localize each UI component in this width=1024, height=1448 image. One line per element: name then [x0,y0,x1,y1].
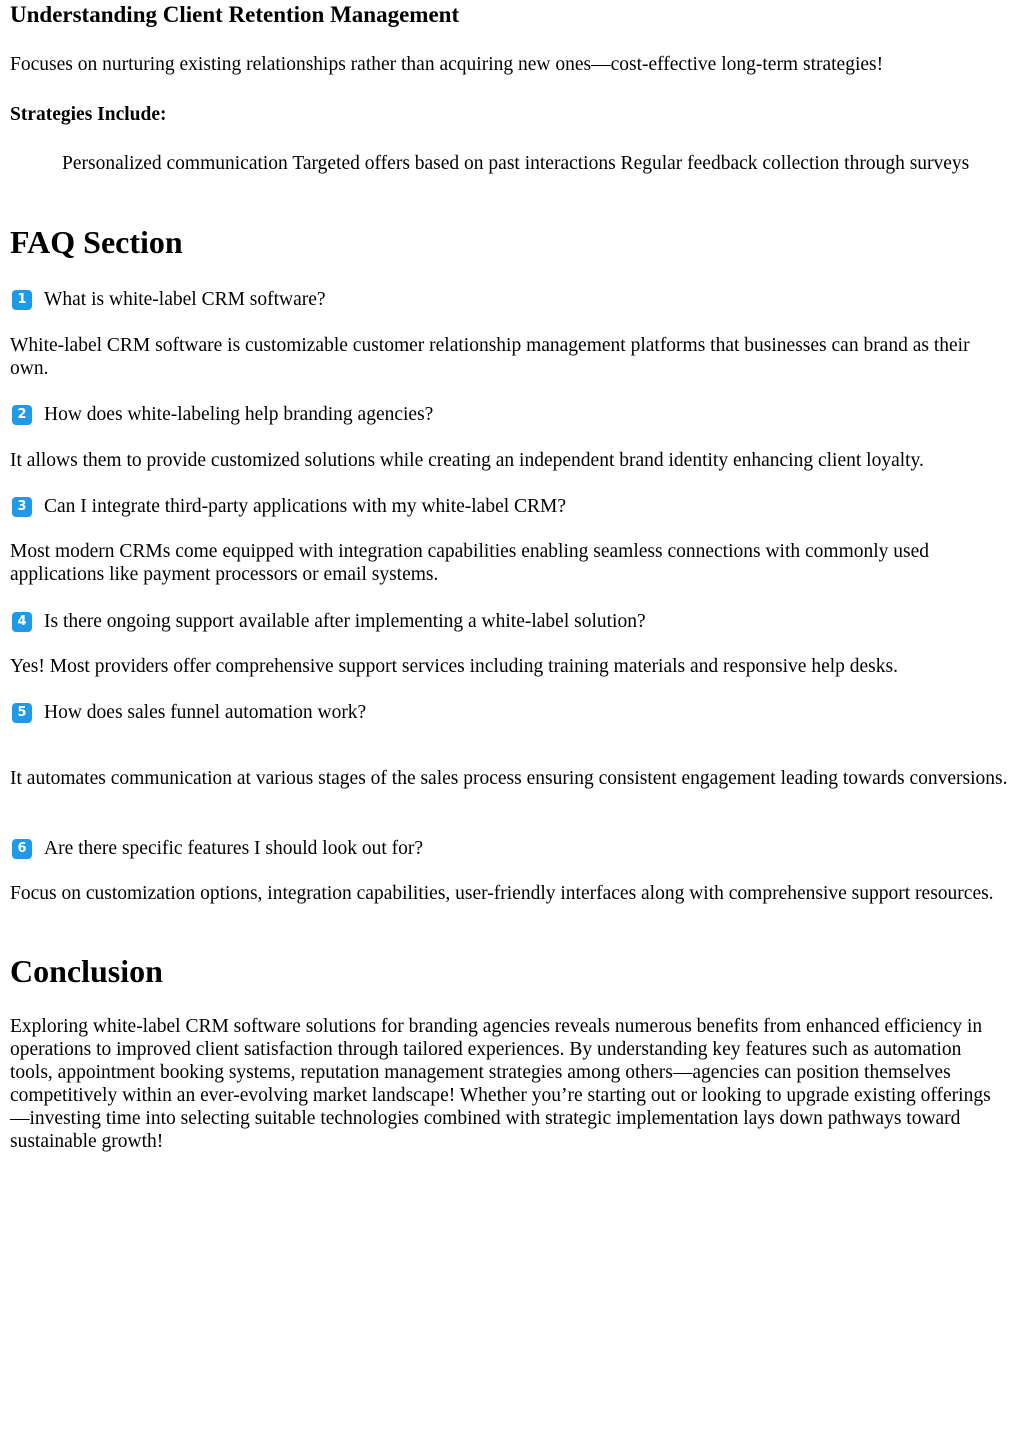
faq-question-text: How does white-labeling help branding agencies? [44,404,434,425]
conclusion-text: Exploring white-label CRM software solutions for branding agencies reveals numerous benefits from enhanced efficiency in operations to improved client satisfaction through tailored experiences. By understanding key features such as automation tools, appointment booking systems, reputation management strategies among others—agencies can position themselves competitively within an ever-evolving market landscape! Whether you’re starting out or looking to upgrade existing offerings—investing time into selecting suitable technologies combined with strategic implementation lays down pathways toward sustainable growth! [10,1016,991,1152]
faq-question-text: How does sales funnel automation work? [44,702,367,723]
faq-answer-3: Most modern CRMs come equipped with integration capabilities enabling seamless connections with commonly used applications like payment processors or email systems. [10,541,930,585]
faq-question-4 [12,610,646,634]
faq-answer-2: It allows them to provide customized solutions while creating an independent brand identity enhancing client loyalty. [10,450,924,471]
number-1-icon: 1 [12,290,32,310]
faq-answer-1: White-label CRM software is customizable customer relationship management platforms that businesses can brand as their own. [10,335,970,379]
faq-question-1 [12,288,326,312]
faq-question-text: Is there ongoing support available after implementing a white-label solution? [44,611,646,632]
faq-question-text: Can I integrate third-party applications with my white-label CRM? [44,496,567,517]
faq-question-6 [12,837,423,861]
faq-question-text: What is white-label CRM software? [44,289,326,310]
faq-question-text: Are there specific features I should look out for? [44,838,424,859]
faq-answer-6: Focus on customization options, integration capabilities, user-friendly interfaces along with comprehensive support resources. [10,883,994,904]
retention-intro: Focuses on nurturing existing relationships rather than acquiring new ones—cost-effective long-term strategies! [10,54,884,75]
faq-question-2 [12,403,433,427]
strategies-list: Personalized communication Targeted offers based on past interactions Regular feedback collection through surveys [62,153,970,174]
number-3-icon: 3 [12,497,32,517]
number-2-icon: 2 [12,405,32,425]
strategies-label: Strategies Include: [10,104,167,125]
number-5-icon: 5 [12,703,32,723]
faq-question-3 [12,495,566,519]
conclusion-heading: Conclusion [10,953,163,989]
number-4-icon: 4 [12,612,32,632]
faq-question-5 [12,701,366,725]
number-6-icon: 6 [12,839,32,859]
faq-answer-4: Yes! Most providers offer comprehensive support services including training materials and responsive help desks. [10,656,898,677]
faq-heading: FAQ Section [10,224,183,260]
faq-answer-5: It automates communication at various stages of the sales process ensuring consistent engagement leading towards conversions. [10,768,1008,789]
retention-heading: Understanding Client Retention Management [10,2,460,27]
